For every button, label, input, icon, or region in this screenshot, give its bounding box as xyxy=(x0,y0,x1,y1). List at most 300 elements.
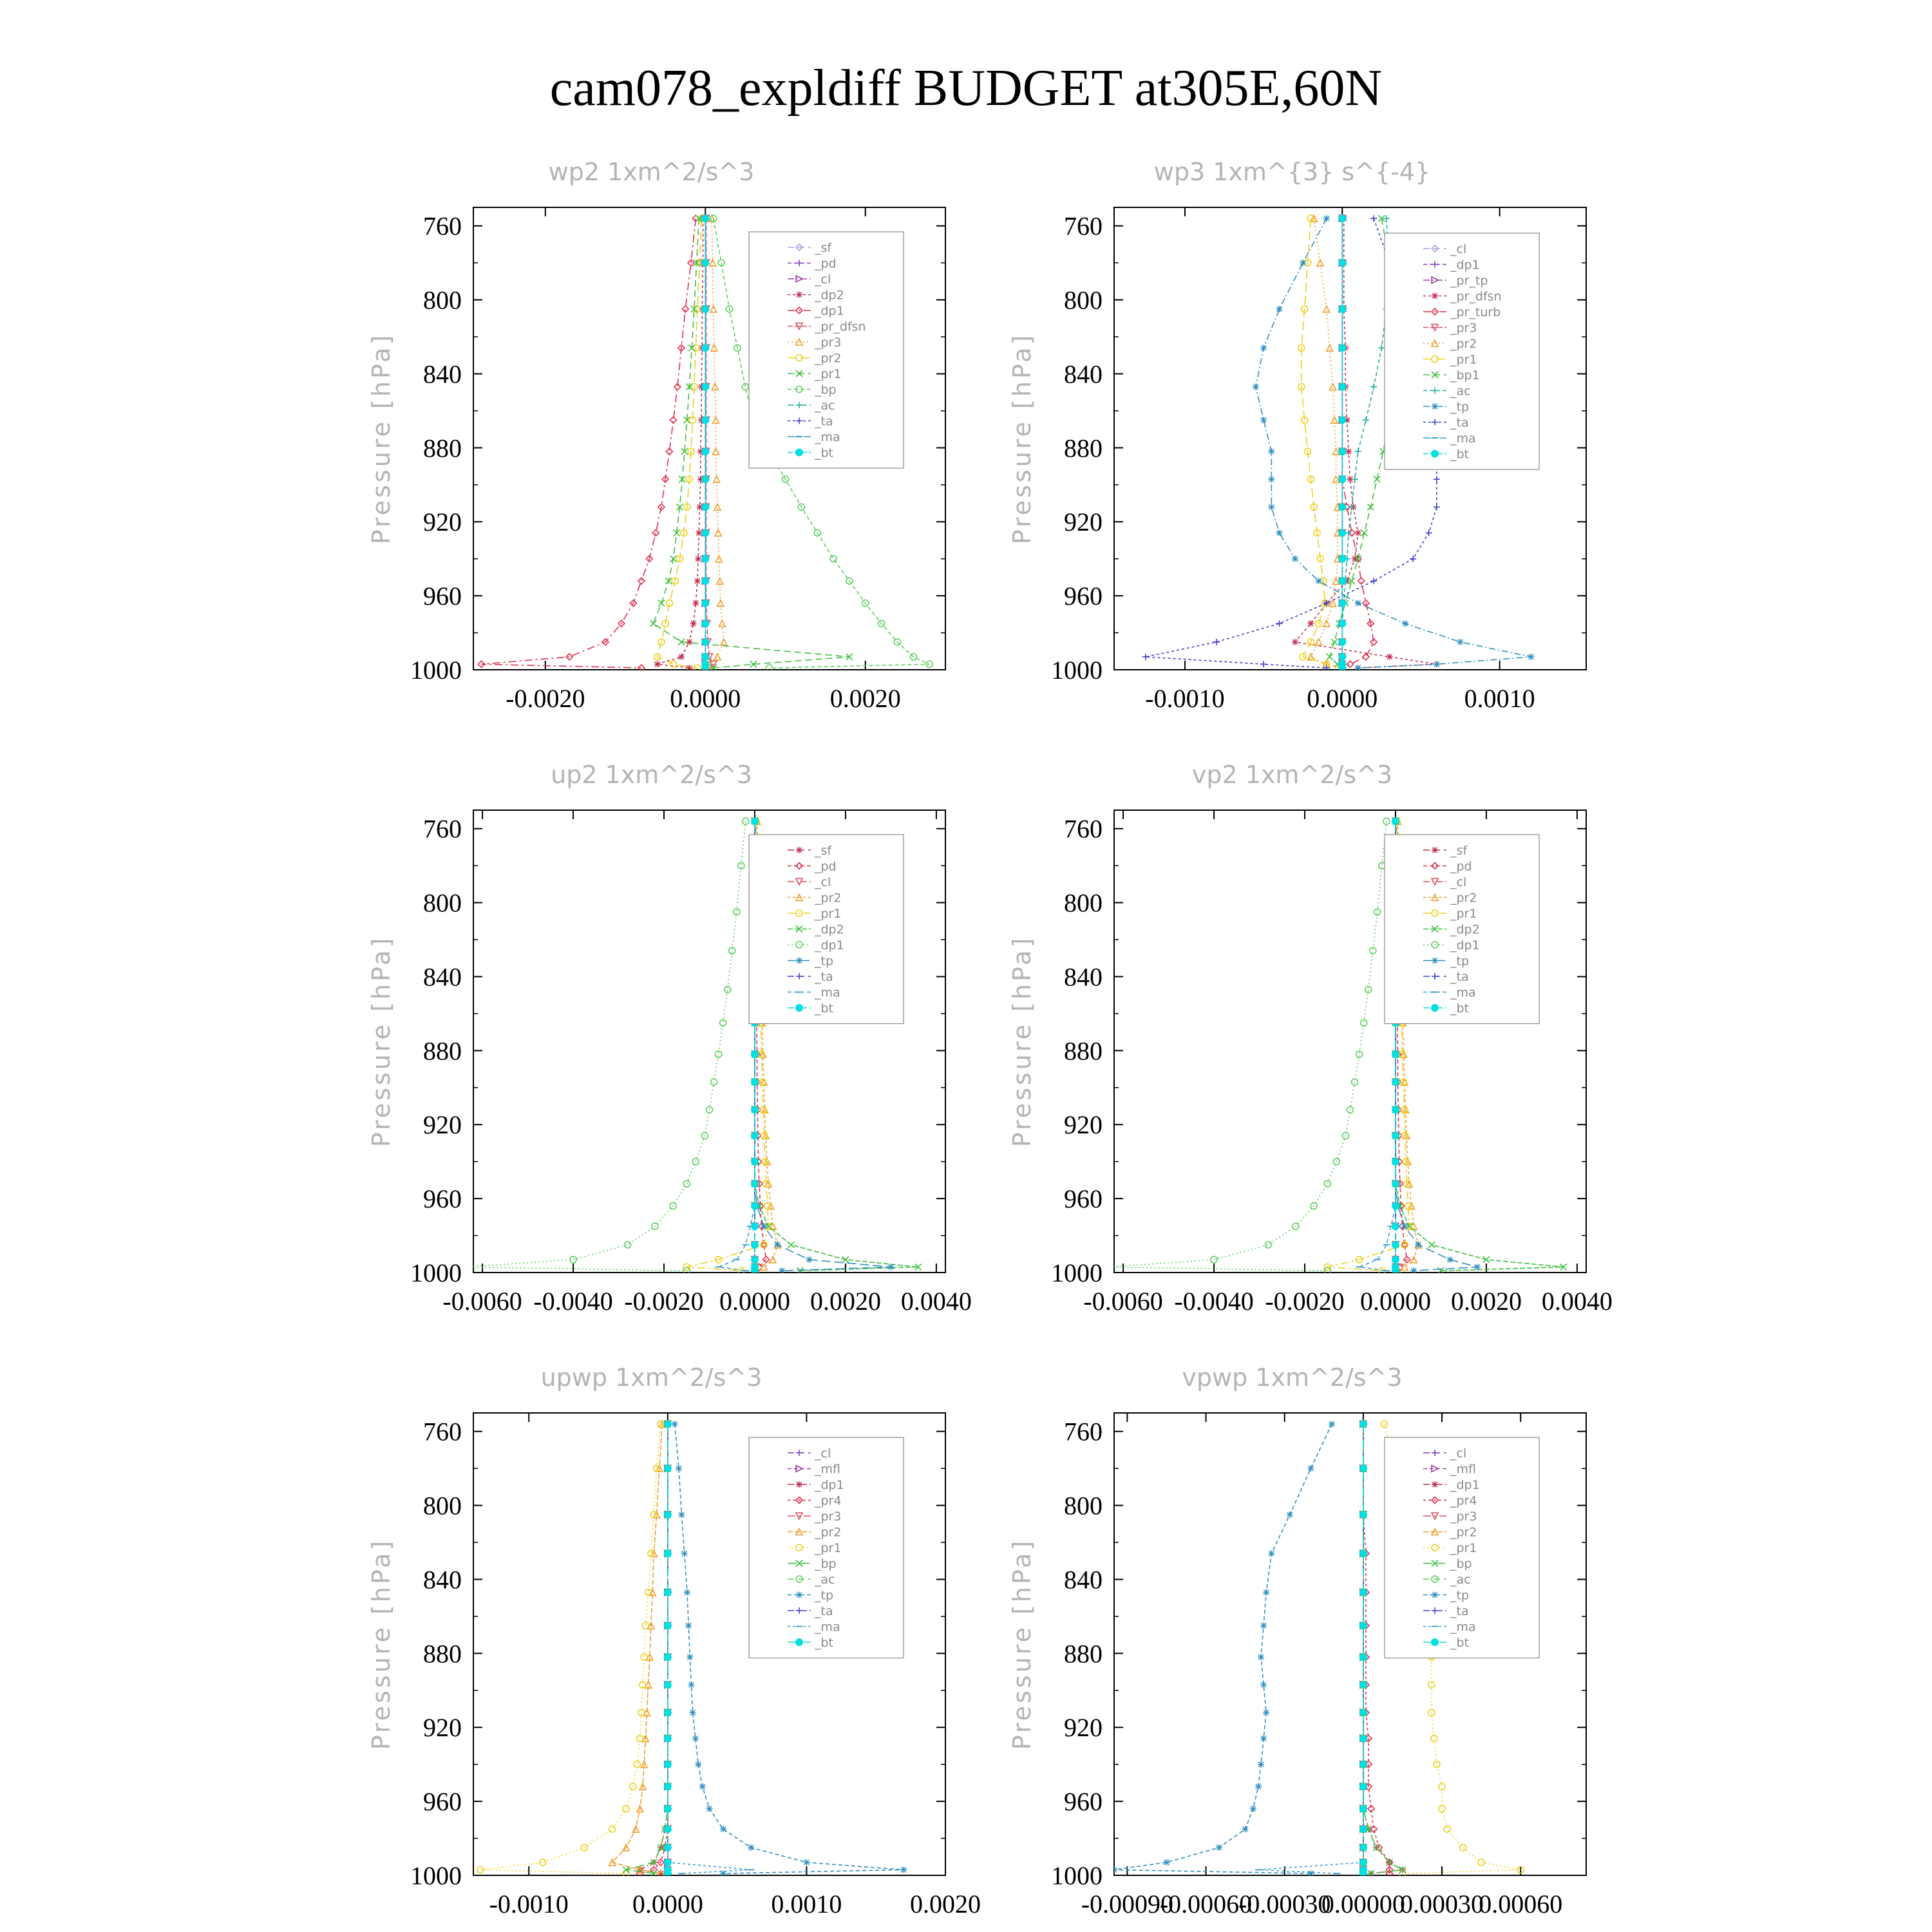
data-point xyxy=(1392,1202,1399,1210)
data-point xyxy=(690,1709,696,1716)
legend-label: _pr4 xyxy=(815,1493,842,1508)
y-tick-label: 1000 xyxy=(410,1258,462,1287)
data-point xyxy=(1444,1826,1450,1832)
y-tick-label: 920 xyxy=(1064,1713,1103,1743)
legend-label: _ta xyxy=(815,1604,833,1618)
data-point xyxy=(1345,448,1352,455)
legend-label: _pr3 xyxy=(815,336,842,350)
legend-marker xyxy=(796,958,802,964)
data-point xyxy=(1276,306,1283,312)
legend xyxy=(749,835,904,1024)
x-tick-label: -0.0010 xyxy=(489,1889,569,1918)
data-point xyxy=(1300,260,1306,266)
data-point xyxy=(1392,1180,1399,1188)
series-dp1 xyxy=(1106,818,1390,1274)
data-point xyxy=(751,1256,759,1264)
legend xyxy=(749,1437,904,1658)
data-point xyxy=(1142,654,1149,660)
data-point xyxy=(806,1256,813,1263)
legend-label: _bp xyxy=(1450,1557,1472,1571)
series-line xyxy=(464,821,746,1271)
data-point xyxy=(701,344,709,352)
data-point xyxy=(685,1622,692,1629)
y-tick-label: 920 xyxy=(1064,507,1103,537)
data-point xyxy=(664,1511,672,1519)
data-point xyxy=(1268,476,1274,482)
y-tick-label: 840 xyxy=(1064,962,1103,992)
data-point xyxy=(1434,476,1440,482)
y-tick-label: 960 xyxy=(1064,1787,1103,1817)
y-tick-label: 880 xyxy=(423,433,462,463)
data-point xyxy=(751,1267,759,1274)
series-bp xyxy=(623,1421,671,1877)
x-tick-label: -0.00030 xyxy=(1238,1889,1331,1918)
data-point xyxy=(664,1734,672,1742)
data-point xyxy=(1329,1421,1335,1427)
x-tick-label: 0.0000 xyxy=(1307,684,1378,713)
data-point xyxy=(1457,639,1464,645)
y-tick-label: 1000 xyxy=(1051,1258,1103,1287)
data-point xyxy=(761,1223,767,1229)
data-point xyxy=(1338,383,1346,391)
data-point xyxy=(1392,1106,1399,1113)
data-point xyxy=(1434,504,1440,510)
series-line xyxy=(612,1424,663,1873)
data-point xyxy=(701,475,709,483)
legend xyxy=(1385,835,1539,1024)
data-point xyxy=(701,638,709,646)
data-point xyxy=(695,556,701,562)
data-point xyxy=(1331,639,1338,645)
x-tick-label: -0.00060 xyxy=(1159,1889,1253,1918)
legend-label: _tp xyxy=(815,954,834,969)
data-point xyxy=(1253,384,1259,390)
legend-marker xyxy=(1431,450,1439,458)
legend-label: _tp xyxy=(815,1588,834,1603)
legend-label: _dp2 xyxy=(815,288,844,303)
legend-label: _pr3 xyxy=(1450,321,1477,336)
y-tick-label: 760 xyxy=(423,211,462,241)
data-point xyxy=(1216,1844,1222,1851)
data-point xyxy=(714,654,721,660)
y-tick-label: 1000 xyxy=(410,656,462,685)
y-tick-label: 800 xyxy=(1064,285,1103,315)
legend-label: _pr_turb xyxy=(1450,305,1501,319)
legend-marker xyxy=(796,292,802,298)
panel-title: up2 1xm^2/s^3 xyxy=(551,761,752,789)
data-point xyxy=(748,1844,754,1851)
data-point xyxy=(1359,1464,1367,1472)
data-point xyxy=(701,555,709,563)
data-point xyxy=(751,1106,759,1113)
x-tick-label: 0.00000 xyxy=(1321,1889,1405,1918)
data-point xyxy=(1292,639,1298,645)
x-tick-label: 0.0020 xyxy=(810,1287,881,1316)
legend-marker xyxy=(1431,1004,1439,1012)
data-point xyxy=(1483,1256,1490,1263)
legend-label: _pr1 xyxy=(815,367,842,381)
data-point xyxy=(654,661,661,667)
y-tick-label: 880 xyxy=(423,1639,462,1669)
data-point xyxy=(1415,1242,1421,1248)
x-tick-label: 0.0010 xyxy=(771,1889,842,1918)
data-point xyxy=(1330,384,1336,390)
legend-label: _tp xyxy=(1450,954,1470,969)
data-point xyxy=(830,556,837,562)
data-point xyxy=(751,1202,759,1210)
legend xyxy=(1385,1437,1539,1658)
data-point xyxy=(1387,654,1393,660)
data-point xyxy=(1359,1859,1367,1866)
data-point xyxy=(690,620,697,627)
legend xyxy=(749,232,904,468)
y-tick-label: 880 xyxy=(1064,1639,1103,1669)
data-point xyxy=(1359,1549,1367,1557)
data-point xyxy=(1434,1761,1440,1768)
data-point xyxy=(664,1653,672,1661)
data-point xyxy=(774,1242,781,1248)
data-point xyxy=(1392,1132,1399,1139)
data-point xyxy=(1359,1420,1367,1428)
y-tick-label: 960 xyxy=(423,1787,462,1817)
data-point xyxy=(1428,1242,1435,1248)
panel-title: wp2 1xm^2/s^3 xyxy=(548,158,755,186)
chart-panel-4 xyxy=(1008,761,1613,1316)
data-point xyxy=(664,1859,672,1866)
data-point xyxy=(1460,1844,1466,1851)
legend-label: _ma xyxy=(815,985,840,1000)
y-tick-label: 800 xyxy=(1064,1491,1103,1520)
data-point xyxy=(1392,1050,1399,1058)
x-tick-label: 0.0020 xyxy=(910,1889,981,1918)
legend-label: _pd xyxy=(1450,859,1472,874)
data-point xyxy=(1324,1180,1331,1187)
panel-title: vpwp 1xm^2/s^3 xyxy=(1182,1363,1403,1392)
y-tick-label: 1000 xyxy=(1051,1861,1103,1890)
y-tick-label: 880 xyxy=(423,1036,462,1066)
legend-label: _pr_dfsn xyxy=(1450,289,1502,304)
data-point xyxy=(701,383,709,391)
data-point xyxy=(1263,1709,1269,1716)
legend-marker xyxy=(1431,1638,1439,1646)
legend-label: _bp xyxy=(815,1557,837,1571)
legend-marker xyxy=(1432,293,1438,299)
legend-label: _bt xyxy=(1450,1636,1470,1650)
data-point xyxy=(1392,1267,1399,1274)
y-axis-label: Pressure [hPa] xyxy=(1008,332,1036,545)
data-point xyxy=(664,1589,672,1596)
y-tick-label: 920 xyxy=(423,1713,462,1743)
data-point xyxy=(1263,1589,1269,1596)
legend-label: _pr4 xyxy=(1450,1493,1477,1508)
figure-title: cam078_expldiff BUDGET at305E,60N xyxy=(549,60,1383,117)
data-point xyxy=(788,1242,794,1248)
data-point xyxy=(1316,578,1322,584)
legend-marker xyxy=(1432,1592,1438,1598)
x-tick-label: 0.0040 xyxy=(1541,1287,1613,1316)
x-tick-label: 0.0000 xyxy=(632,1889,703,1918)
data-point xyxy=(664,1464,672,1472)
series-dp1 xyxy=(461,818,749,1274)
data-point xyxy=(1370,384,1377,390)
legend-label: _pr_tp xyxy=(1450,274,1488,288)
data-point xyxy=(1307,620,1314,627)
series-line xyxy=(1302,218,1343,668)
legend-label: _dp1 xyxy=(815,304,844,318)
data-point xyxy=(701,448,709,455)
data-point xyxy=(1392,1222,1399,1230)
legend-label: _cl xyxy=(815,1446,831,1461)
y-tick-label: 840 xyxy=(423,962,462,992)
data-point xyxy=(1258,1761,1264,1768)
legend-label: _pr1 xyxy=(1450,1541,1477,1555)
legend-marker xyxy=(1432,1481,1438,1488)
data-point xyxy=(1349,504,1355,510)
data-point xyxy=(1447,1256,1454,1263)
legend-label: _bt xyxy=(815,1636,834,1650)
legend-label: _ta xyxy=(1450,415,1469,430)
data-point xyxy=(1359,1511,1367,1519)
legend-label: _cl xyxy=(1450,875,1467,889)
data-point xyxy=(1355,600,1361,607)
legend-label: _cl xyxy=(1450,242,1467,256)
data-point xyxy=(900,1866,907,1873)
data-point xyxy=(664,1825,672,1833)
data-point xyxy=(751,1158,759,1166)
legend-label: _tp xyxy=(1450,1588,1470,1603)
data-point xyxy=(692,1735,699,1741)
data-point xyxy=(1359,1589,1367,1596)
data-point xyxy=(1392,1158,1399,1166)
x-tick-label: -0.0040 xyxy=(533,1287,613,1316)
chart-panel-3 xyxy=(367,761,972,1316)
legend-marker xyxy=(795,1004,803,1012)
data-point xyxy=(1338,577,1346,585)
x-tick-label: 0.0000 xyxy=(719,1287,790,1316)
data-point xyxy=(706,1806,713,1812)
data-point xyxy=(701,620,709,627)
data-point xyxy=(751,1050,759,1058)
x-tick-label: -0.0010 xyxy=(1145,684,1225,713)
data-point xyxy=(701,577,709,585)
legend-label: _dp1 xyxy=(815,938,844,952)
data-point xyxy=(1338,344,1346,352)
x-tick-label: -0.0060 xyxy=(1083,1287,1163,1316)
data-point xyxy=(664,1761,672,1768)
legend-label: _pr3 xyxy=(815,1510,842,1524)
data-point xyxy=(1474,1264,1481,1270)
panel-title: vp2 1xm^2/s^3 xyxy=(1191,761,1393,789)
data-point xyxy=(701,259,709,267)
chart-panel-6 xyxy=(1008,1363,1586,1918)
data-point xyxy=(650,620,657,627)
data-point xyxy=(751,817,759,825)
data-point xyxy=(1338,529,1346,536)
data-point xyxy=(672,1421,678,1427)
data-point xyxy=(664,1844,672,1852)
legend-marker xyxy=(1432,847,1438,853)
legend-label: _pr2 xyxy=(1450,891,1477,905)
legend-label: _ac xyxy=(1450,384,1471,399)
legend-label: _sf xyxy=(1450,844,1468,858)
data-point xyxy=(1370,215,1377,222)
data-point xyxy=(751,1180,759,1188)
data-point xyxy=(1359,1783,1367,1790)
data-point xyxy=(1338,600,1346,607)
data-point xyxy=(842,1256,849,1263)
legend-label: _pr2 xyxy=(815,891,842,905)
data-point xyxy=(701,416,709,424)
data-point xyxy=(638,578,645,584)
data-point xyxy=(1528,654,1534,660)
data-point xyxy=(1260,1681,1267,1688)
y-axis-label: Pressure [hPa] xyxy=(1008,1538,1036,1750)
data-point xyxy=(1359,1825,1367,1833)
panel-title: upwp 1xm^2/s^3 xyxy=(540,1363,762,1392)
legend-label: _bt xyxy=(1450,1001,1470,1016)
data-point xyxy=(683,1180,690,1187)
x-tick-label: 0.0020 xyxy=(1450,1287,1522,1316)
y-tick-label: 760 xyxy=(1064,211,1103,241)
data-point xyxy=(1359,1844,1367,1852)
legend-label: _pr1 xyxy=(1450,352,1477,367)
legend-label: _ma xyxy=(815,430,840,444)
y-tick-label: 920 xyxy=(1064,1110,1103,1140)
legend-label: _mfl xyxy=(815,1462,840,1477)
y-tick-label: 880 xyxy=(1064,433,1103,463)
data-point xyxy=(1347,661,1354,667)
x-tick-label: -0.0060 xyxy=(442,1287,522,1316)
data-point xyxy=(1250,1806,1256,1812)
data-point xyxy=(678,654,685,660)
legend-label: _bt xyxy=(815,446,834,460)
legend xyxy=(1385,233,1539,469)
data-point xyxy=(1287,1511,1293,1518)
legend-label: _ma xyxy=(1450,1620,1476,1634)
legend-label: _ac xyxy=(815,1573,835,1587)
legend-label: _ta xyxy=(1450,1604,1469,1618)
legend-label: _pd xyxy=(815,859,837,874)
data-point xyxy=(1392,1256,1399,1264)
data-point xyxy=(701,600,709,607)
data-point xyxy=(1260,345,1267,351)
y-tick-label: 1000 xyxy=(410,1861,462,1890)
series-line xyxy=(1258,1424,1363,1873)
data-point xyxy=(684,1589,690,1596)
legend-label: _sf xyxy=(815,241,832,255)
x-tick-label: 0.0000 xyxy=(670,684,741,713)
data-point xyxy=(664,1681,672,1689)
legend-label: _bp1 xyxy=(1450,368,1480,383)
data-point xyxy=(1338,475,1346,483)
data-point xyxy=(609,1826,616,1832)
data-point xyxy=(701,529,709,536)
x-tick-label: -0.0020 xyxy=(624,1287,704,1316)
x-tick-label: 0.00060 xyxy=(1479,1889,1563,1918)
legend-label: _ma xyxy=(1450,431,1476,446)
data-point xyxy=(1359,1709,1367,1716)
data-point xyxy=(1307,1465,1314,1472)
legend-label: _ta xyxy=(1450,970,1469,984)
y-tick-label: 960 xyxy=(423,582,462,611)
data-point xyxy=(1392,1078,1399,1086)
data-point xyxy=(1268,504,1274,510)
y-tick-label: 760 xyxy=(1064,1417,1103,1446)
y-axis-label: Pressure [hPa] xyxy=(367,935,395,1148)
x-tick-label: -0.0040 xyxy=(1174,1287,1254,1316)
legend-label: _ac xyxy=(1450,1573,1471,1587)
y-tick-label: 840 xyxy=(1064,359,1103,389)
y-tick-label: 960 xyxy=(1064,582,1103,611)
y-tick-label: 760 xyxy=(423,814,462,844)
legend-marker xyxy=(795,449,803,457)
data-point xyxy=(1111,1866,1117,1873)
data-point xyxy=(1361,529,1367,536)
series-bt xyxy=(701,214,709,672)
data-point xyxy=(1338,416,1346,424)
data-point xyxy=(1323,215,1330,222)
data-point xyxy=(687,1654,693,1660)
x-tick-label: 0.0010 xyxy=(1464,684,1535,713)
legend-label: _ta xyxy=(815,414,833,429)
x-tick-label: -0.00090 xyxy=(1081,1889,1174,1918)
y-tick-label: 920 xyxy=(423,1110,462,1140)
data-point xyxy=(1276,529,1283,536)
data-point xyxy=(1292,556,1298,562)
x-tick-label: -0.0020 xyxy=(506,684,585,713)
legend-label: _pr2 xyxy=(1450,1525,1477,1540)
data-point xyxy=(1401,1223,1408,1229)
legend-marker xyxy=(796,847,802,853)
data-point xyxy=(1359,1870,1367,1877)
data-point xyxy=(678,1511,685,1518)
legend-label: _ta xyxy=(815,970,833,984)
data-point xyxy=(1378,345,1385,351)
data-point xyxy=(1260,1735,1267,1741)
data-point xyxy=(1359,1653,1367,1661)
legend-label: _pr2 xyxy=(1450,337,1477,351)
x-tick-label: 0.0000 xyxy=(1359,1287,1431,1316)
data-point xyxy=(1327,345,1333,351)
data-point xyxy=(1316,639,1322,645)
legend-marker xyxy=(1432,958,1438,964)
data-point xyxy=(1268,1550,1274,1557)
data-point xyxy=(681,1550,688,1557)
legend-label: _pr1 xyxy=(815,1541,842,1555)
data-point xyxy=(1242,1826,1249,1832)
data-point xyxy=(696,529,702,536)
data-point xyxy=(658,600,665,607)
data-point xyxy=(1323,620,1330,627)
y-tick-label: 960 xyxy=(423,1184,462,1214)
series-pr1 xyxy=(1298,215,1346,671)
y-tick-label: 840 xyxy=(423,359,462,389)
data-point xyxy=(1265,1242,1272,1248)
data-point xyxy=(1402,620,1408,627)
data-point xyxy=(1106,1264,1113,1270)
y-tick-label: 800 xyxy=(1064,888,1103,918)
legend-label: _cl xyxy=(815,272,831,287)
data-point xyxy=(701,664,709,672)
legend-marker xyxy=(795,1638,803,1646)
data-point xyxy=(1333,476,1340,482)
legend-label: _dp2 xyxy=(1450,922,1480,937)
x-tick-label: 0.00030 xyxy=(1400,1889,1484,1918)
y-tick-label: 800 xyxy=(423,285,462,315)
legend-marker xyxy=(796,1592,802,1598)
data-point xyxy=(701,503,709,511)
y-axis-label: Pressure [hPa] xyxy=(367,332,395,545)
